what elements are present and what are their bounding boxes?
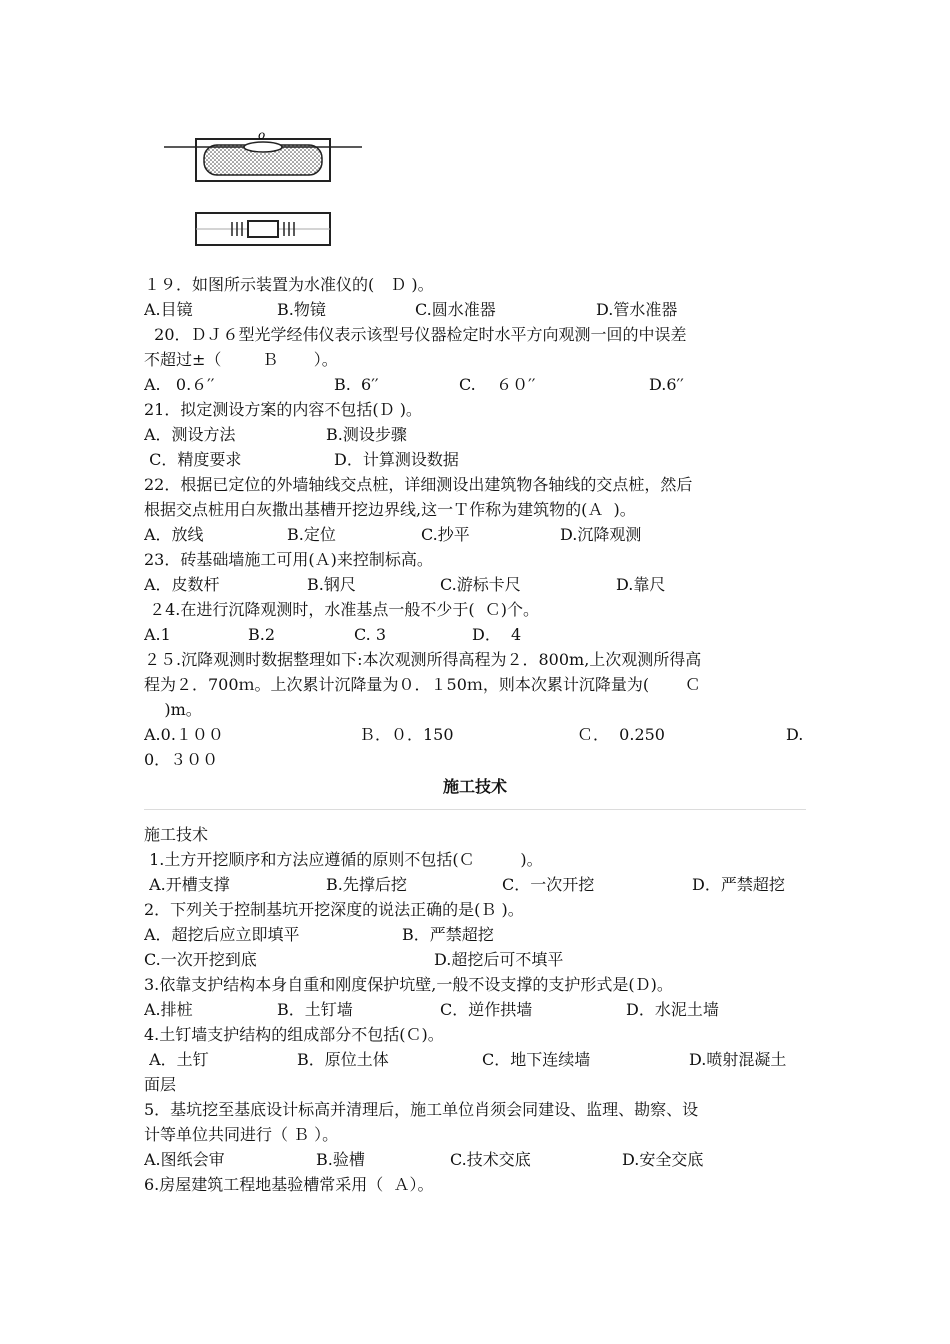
s5-stem-line1: 5．基坑挖至基底设计标高并清理后，施工单位肖须会同建设、监理、勘察、设 <box>144 1100 699 1119</box>
s1-option-a: A.开槽支撑 <box>144 875 230 894</box>
s2-option-d: D.超挖后可不填平 <box>434 950 564 969</box>
q23-stem: 23．砖基础墙施工可用(Ａ)来控制标高。 <box>144 550 433 569</box>
coincidence-bubble <box>248 221 278 237</box>
q21-option-b: B.测设步骤 <box>326 425 407 444</box>
q19-options <box>144 297 806 322</box>
q23-option-b: B.钢尺 <box>307 575 356 594</box>
s2-options-row1 <box>144 922 806 947</box>
q24-option-a: A.1 <box>144 625 171 644</box>
q20-option-b: B. 6′′ <box>334 375 379 394</box>
s2-stem: 2．下列关于控制基坑开挖深度的说法正确的是(Ｂ )。 <box>144 900 524 919</box>
q19-stem: １９．如图所示装置为水准仪的( Ｄ )。 <box>144 275 434 294</box>
q22-stem-line2: 根据交点桩用白灰撒出基槽开挖边界线,这一Ｔ作称为建筑物的(Ａ )。 <box>144 500 636 519</box>
q19-option-a: A.目镜 <box>144 300 193 319</box>
s1-option-d: D．严禁超挖 <box>692 875 785 894</box>
q24-option-c: C. 3 <box>354 625 387 644</box>
s3-stem: 3.依靠支护结构本身自重和刚度保护坑壁,一般不设支撑的支护形式是(Ｄ)。 <box>144 975 673 994</box>
q21-stem: 21．拟定测设方案的内容不包括(Ｄ )。 <box>144 400 422 419</box>
s2-option-b: B．严禁超挖 <box>402 925 494 944</box>
q22-options <box>144 522 806 547</box>
q19-option-d: D.管水准器 <box>596 300 678 319</box>
s1-stem: 1.土方开挖顺序和方法应遵循的原则不包括(Ｃ )。 <box>144 850 543 869</box>
s1-option-b: B.先撑后挖 <box>326 875 407 894</box>
q25-stem-line1: ２５.沉降观测时数据整理如下:本次观测所得高程为２．800m,上次观测所得高 <box>144 650 702 669</box>
question-list <box>144 272 806 1197</box>
q24-option-d: D． 4 <box>472 625 522 644</box>
q21-options-row2 <box>144 447 806 472</box>
q21-option-c: C．精度要求 <box>144 450 242 469</box>
s5-option-d: D.安全交底 <box>622 1150 704 1169</box>
s6-stem: 6.房屋建筑工程地基验槽常采用（ Ａ）。 <box>144 1175 434 1194</box>
s4-option-a: A．土钉 <box>144 1050 209 1069</box>
q23-option-a: A．皮数杆 <box>144 575 220 594</box>
s2-options-row2 <box>144 947 806 972</box>
q21-options-row1 <box>144 422 806 447</box>
section-heading: 施工技术 <box>442 777 507 796</box>
s4-option-b: B．原位土体 <box>297 1050 389 1069</box>
q23-option-d: D.靠尺 <box>616 575 666 594</box>
level-vial-figure <box>160 125 370 250</box>
s4-option-d-continued: 面层 <box>144 1075 177 1094</box>
s4-stem: 4.土钉墙支护结构的组成部分不包括(Ｃ)。 <box>144 1025 444 1044</box>
s5-options <box>144 1147 806 1172</box>
s5-option-a: A.图纸会审 <box>144 1150 225 1169</box>
q23-option-c: C.游标卡尺 <box>440 575 521 594</box>
s3-options <box>144 997 806 1022</box>
q22-stem-line1: 22．根据已定位的外墙轴线交点桩，详细测设出建筑物各轴线的交点桩，然后 <box>144 475 693 494</box>
q25-options <box>144 722 806 747</box>
q25-option-d: D. <box>786 725 804 744</box>
s5-option-b: B.验槽 <box>316 1150 365 1169</box>
bubble <box>244 142 282 152</box>
s3-option-d: D．水泥土墙 <box>626 1000 719 1019</box>
q22-option-a: A．放线 <box>144 525 204 544</box>
q20-option-a: A. 0.６′′ <box>144 375 215 394</box>
q19-option-b: B.物镜 <box>277 300 326 319</box>
figure-label: o <box>258 128 266 142</box>
s1-options <box>144 872 806 897</box>
q25-option-d-value: 0．３００ <box>144 750 219 769</box>
q25-option-a: A.0.１００ <box>144 725 224 744</box>
s5-stem-line2: 计等单位共同进行（ Ｂ ）。 <box>144 1125 339 1144</box>
q19-option-c: C.圆水准器 <box>415 300 496 319</box>
q22-option-c: C.抄平 <box>421 525 470 544</box>
q24-options <box>144 622 806 647</box>
q25-stem-line3: )m。 <box>144 700 202 719</box>
s1-option-c: C．一次开挖 <box>502 875 595 894</box>
q24-option-b: B.2 <box>248 625 276 644</box>
q21-option-a: A．测设方法 <box>144 425 236 444</box>
q23-options <box>144 572 806 597</box>
s3-option-b: B．土钉墙 <box>277 1000 353 1019</box>
s5-option-c: C.技术交底 <box>450 1150 531 1169</box>
q25-option-b: Ｂ．０．150 <box>359 725 454 744</box>
q20-options <box>144 372 806 397</box>
s3-option-a: A.排桩 <box>144 1000 193 1019</box>
q20-stem-line1: 20．ＤＪ６型光学经伟仪表示该型号仪器检定时水平方向观测一回的中误差 <box>144 325 687 344</box>
section-divider <box>144 809 806 810</box>
q20-stem-line2: 不超过±（ Ｂ ）。 <box>144 350 338 369</box>
q22-option-b: B.定位 <box>287 525 336 544</box>
q25-option-c: Ｃ． 0.250 <box>577 725 665 744</box>
q21-option-d: D．计算测设数据 <box>334 450 459 469</box>
s3-option-c: C．逆作拱墙 <box>440 1000 533 1019</box>
q22-option-d: D.沉降观测 <box>560 525 642 544</box>
s4-options <box>144 1047 806 1072</box>
s2-option-a: A．超挖后应立即填平 <box>144 925 300 944</box>
q20-option-c: C. ６０′′ <box>459 375 536 394</box>
q25-stem-line2: 程为２．700ｍ。上次累计沉降量为０．１50ｍ，则本次累计沉降量为( Ｃ <box>144 675 701 694</box>
s4-option-d: D.喷射混凝土 <box>689 1050 787 1069</box>
q24-stem: ２4.在进行沉降观测时，水准基点一般不少于( Ｃ)个。 <box>144 600 540 619</box>
section-subheading: 施工技术 <box>144 825 209 844</box>
s2-option-c: C.一次开挖到底 <box>144 950 257 969</box>
s4-option-c: C．地下连续墙 <box>482 1050 591 1069</box>
q20-option-d: D.6′′ <box>649 375 684 394</box>
